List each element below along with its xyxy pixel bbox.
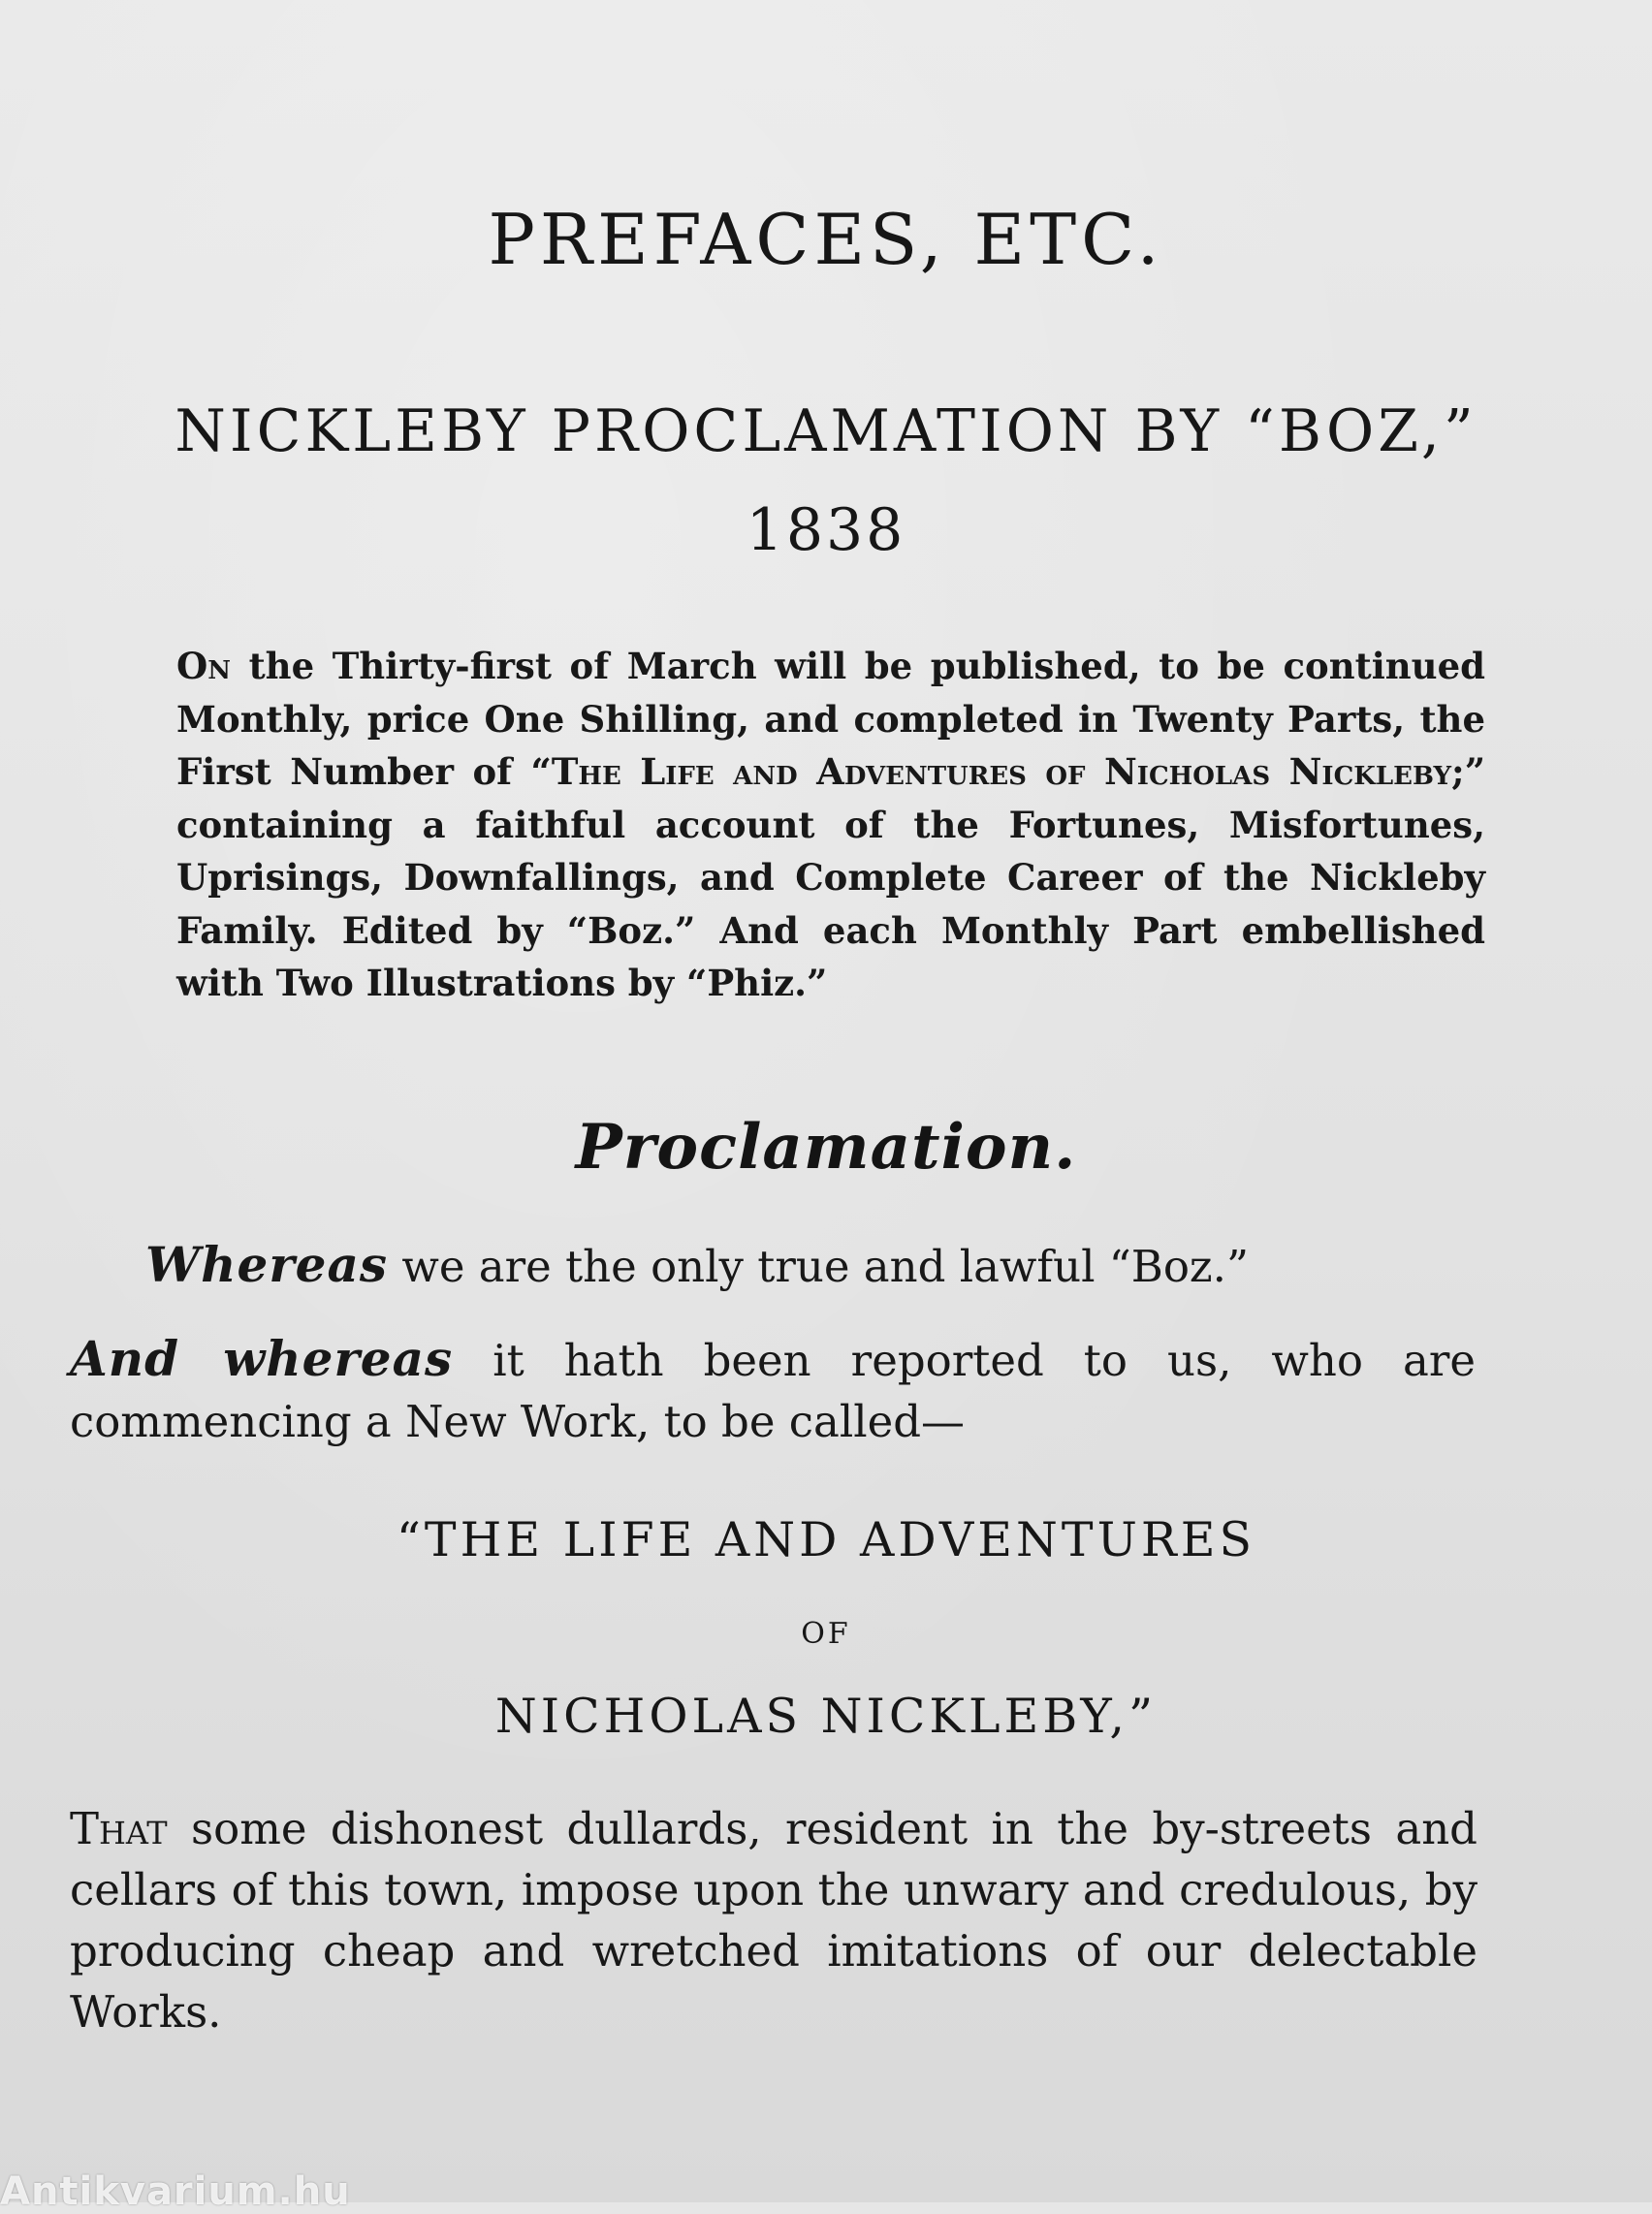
proclamation-heading: Proclamation. <box>575 1111 1077 1184</box>
that-word: That <box>70 1803 168 1854</box>
proclamation-title: NICKLEBY PROCLAMATION BY “BOZ,” <box>175 397 1477 465</box>
announcement-text-2: ;” containing a faithful account of the Fortunes, Misfortunes, Uprisings, Downfallings, and Complete Career of the Nickleby Family. Edited by “Boz.” And each Monthly Part embellished with Two Illustrations by “Phiz.” <box>176 750 1485 1004</box>
watermark: Antikvarium.hu <box>0 2169 351 2214</box>
announcement-paragraph <box>176 640 1485 1010</box>
whereas-word: Whereas <box>145 1236 389 1293</box>
work-title-line-2: NICHOLAS NICKLEBY,” <box>494 1689 1158 1744</box>
and-whereas-text: it hath been reported to us, who are commencing a New Work, to be called— <box>70 1335 1477 1447</box>
work-title-of: OF <box>801 1617 851 1651</box>
work-title-line-1: “THE LIFE AND ADVENTURES <box>396 1512 1256 1567</box>
and-whereas-paragraph <box>70 1328 1476 1452</box>
announcement-text-1: the Thirty-first of March will be published, to be continued Monthly, price One Shilling, and completed in Twenty Parts, the First Number of “ <box>176 645 1485 793</box>
that-paragraph <box>70 1798 1477 2042</box>
announcement-work-title: The Life and Adventures of Nicholas Nickleby <box>551 750 1452 793</box>
whereas-paragraph <box>145 1236 1503 1293</box>
that-text: some dishonest dullards, resident in the by-streets and cellars of this town, impose upon the unwary and credulous, by producing cheap and wretched imitations of our delectable Works. <box>70 1803 1477 2038</box>
proclamation-year: 1838 <box>746 496 906 564</box>
section-title: PREFACES, ETC. <box>488 199 1164 280</box>
announcement-lead: On <box>176 645 231 687</box>
and-whereas-word: And whereas <box>70 1330 454 1387</box>
whereas-text: we are the only true and lawful “Boz.” <box>388 1241 1249 1292</box>
